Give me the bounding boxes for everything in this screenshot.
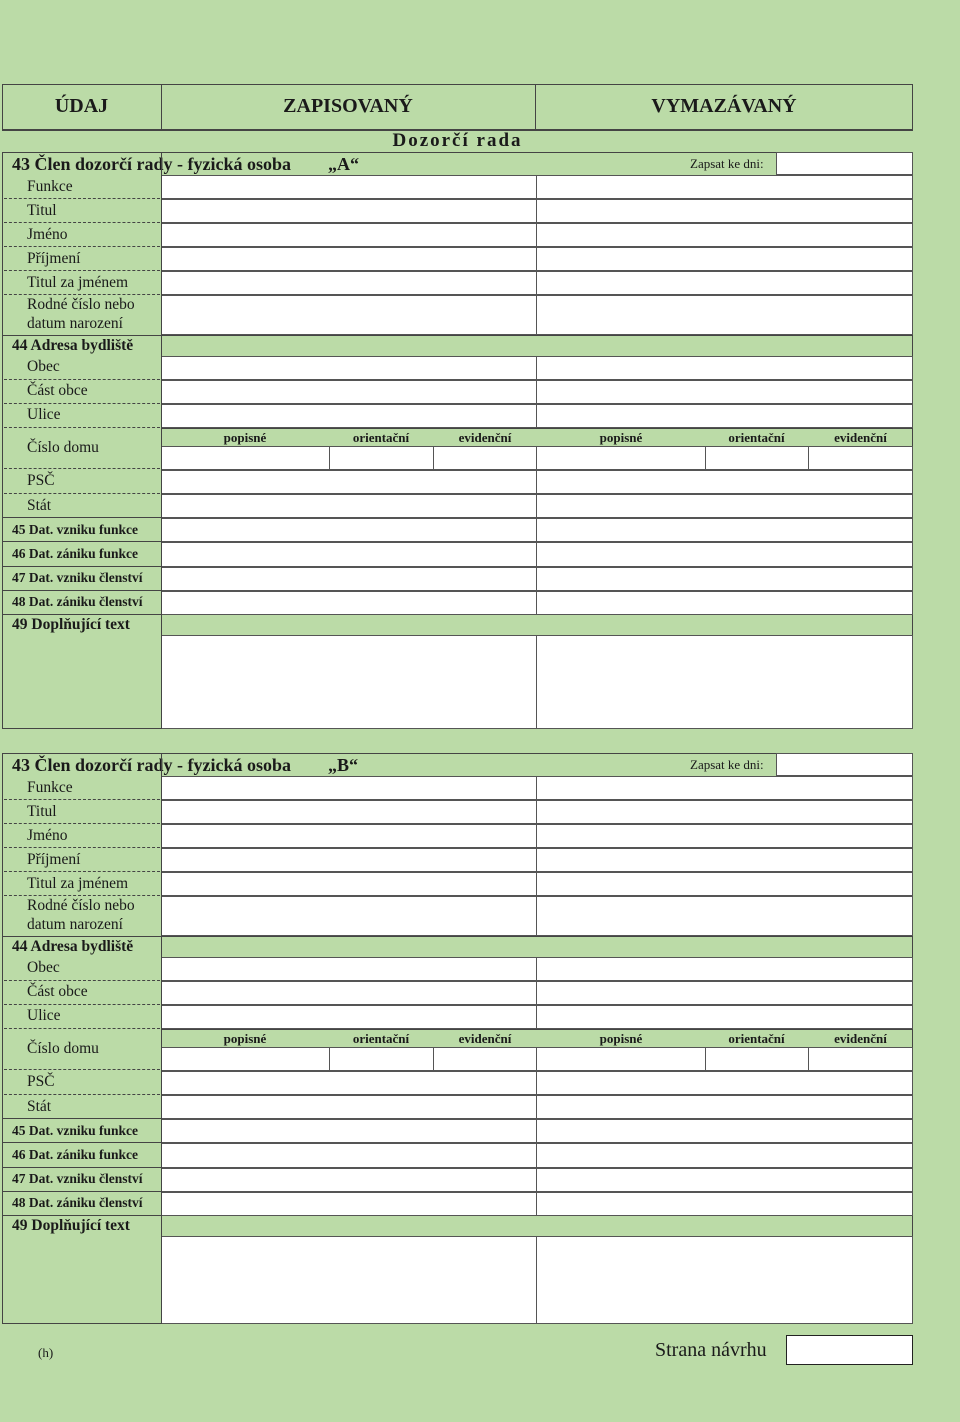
prijmeni-zapis-input[interactable] [161,247,537,271]
psc-vymaz-input[interactable] [536,1071,913,1095]
label-dat-zaniku-funkce: 46 Dat. zániku funkce [12,1147,139,1162]
evidencni-zapis-input[interactable] [433,1047,537,1071]
member-letter: „A“ [328,154,359,174]
label-prijmeni: Příjmení [27,250,81,267]
label-dat-vzniku-funkce: 45 Dat. vzniku funkce [12,522,139,537]
label-dat-zaniku-clenstvi: 48 Dat. zániku členství [12,1195,143,1210]
label-dat-zaniku-funkce: 46 Dat. zániku funkce [12,546,139,561]
funkce-zapis-input[interactable] [161,175,537,199]
zapsat-ke-dni-label: Zapsat ke dni: [690,156,764,171]
jmeno-zapis-input[interactable] [161,223,537,247]
label-cislo-domu: Číslo domu [27,439,99,456]
header-col-udaj: ÚDAJ [54,95,109,117]
popisne-vymaz-input[interactable] [536,1047,706,1071]
label-titul-za-jmenem: Titul za jménem [27,274,129,291]
dat-zaniku-funkce-vymaz-input[interactable] [536,542,913,567]
member-title: 43 Člen dozorčí rady - fyzická osoba [12,755,291,775]
member-title: 43 Člen dozorčí rady - fyzická osoba [12,154,291,174]
cast-obce-vymaz-input[interactable] [536,380,913,404]
dat-zaniku-funkce-vymaz-input[interactable] [536,1143,913,1168]
label-dat-vzniku-clenstvi: 47 Dat. vzniku členství [12,1171,143,1186]
col-evidencni: evidenční [458,1031,512,1046]
titul-vymaz-input[interactable] [536,199,913,223]
zapsat-ke-dni-input[interactable] [776,753,913,776]
header-col-zapisovany: ZAPISOVANÝ [283,95,413,117]
rodne-cislo-zapis-input[interactable] [161,896,537,936]
label-doplnujici-text: 49 Doplňující text [12,616,130,633]
col-popisne: popisné [599,430,643,445]
label-rodne-cislo: Rodné číslo nebo [27,296,135,313]
doplnujici-text-zapis-input[interactable] [161,1236,537,1324]
cast-obce-zapis-input[interactable] [161,380,537,404]
label-prijmeni: Příjmení [27,851,81,868]
label-adresa-bydliste: 44 Adresa bydliště [12,337,134,354]
rodne-cislo-vymaz-input[interactable] [536,896,913,936]
jmeno-vymaz-input[interactable] [536,824,913,848]
popisne-vymaz-input[interactable] [536,446,706,470]
form-code: (h) [38,1345,54,1360]
label-jmeno: Jméno [27,827,68,844]
titul-za-zapis-input[interactable] [161,271,537,295]
zapsat-ke-dni-input[interactable] [776,152,913,175]
col-evidencni: evidenční [834,430,887,445]
col-orientacni: orientační [352,1031,410,1046]
dat-zaniku-clenstvi-zapis-input[interactable] [161,591,537,615]
obec-zapis-input[interactable] [161,957,537,981]
ulice-zapis-input[interactable] [161,1005,537,1029]
col-orientacni: orientační [728,1031,785,1046]
label-doplnujici-text: 49 Doplňující text [12,1217,130,1234]
dat-vzniku-clenstvi-vymaz-input[interactable] [536,567,913,591]
jmeno-vymaz-input[interactable] [536,223,913,247]
zapsat-ke-dni-label: Zapsat ke dni: [690,757,764,772]
strana-navrhu-label: Strana návrhu [655,1339,767,1361]
prijmeni-zapis-input[interactable] [161,848,537,872]
popisne-zapis-input[interactable] [161,446,330,470]
label-stat: Stát [27,1098,52,1115]
col-popisne: popisné [223,430,267,445]
evidencni-vymaz-input[interactable] [808,1047,913,1071]
label-jmeno: Jméno [27,226,68,243]
label-ulice: Ulice [27,1007,61,1024]
obec-vymaz-input[interactable] [536,957,913,981]
label-funkce: Funkce [27,178,73,195]
dat-vzniku-clenstvi-zapis-input[interactable] [161,1168,537,1192]
rodne-cislo-vymaz-input[interactable] [536,295,913,335]
label-obec: Obec [27,358,60,375]
member-letter: „B“ [328,755,359,775]
doplnujici-text-vymaz-input[interactable] [536,1236,913,1324]
dat-vzniku-funkce-vymaz-input[interactable] [536,1119,913,1143]
ulice-vymaz-input[interactable] [536,404,913,428]
cast-obce-zapis-input[interactable] [161,981,537,1005]
titul-za-vymaz-input[interactable] [536,872,913,896]
label-cislo-domu: Číslo domu [27,1040,99,1057]
orientacni-zapis-input[interactable] [329,446,434,470]
label-stat: Stát [27,497,52,514]
label-obec: Obec [27,959,60,976]
ulice-vymaz-input[interactable] [536,1005,913,1029]
titul-zapis-input[interactable] [161,800,537,824]
col-orientacni: orientační [728,430,785,445]
jmeno-zapis-input[interactable] [161,824,537,848]
col-popisne: popisné [223,1031,267,1046]
strana-navrhu-input[interactable] [786,1335,913,1365]
dat-zaniku-clenstvi-vymaz-input[interactable] [536,1192,913,1216]
obec-zapis-input[interactable] [161,356,537,380]
stat-zapis-input[interactable] [161,1095,537,1119]
col-evidencni: evidenční [834,1031,887,1046]
dat-vzniku-funkce-vymaz-input[interactable] [536,518,913,542]
label-datum-narozeni: datum narození [27,315,123,332]
header-col-vymazavany: VYMAZÁVANÝ [651,95,797,117]
ulice-zapis-input[interactable] [161,404,537,428]
label-ulice: Ulice [27,406,61,423]
col-evidencni: evidenční [458,430,512,445]
dat-vzniku-funkce-zapis-input[interactable] [161,518,537,542]
dat-vzniku-funkce-zapis-input[interactable] [161,1119,537,1143]
dat-vzniku-clenstvi-vymaz-input[interactable] [536,1168,913,1192]
dat-vzniku-clenstvi-zapis-input[interactable] [161,567,537,591]
label-dat-vzniku-funkce: 45 Dat. vzniku funkce [12,1123,139,1138]
label-dat-zaniku-clenstvi: 48 Dat. zániku členství [12,594,143,609]
label-psc: PSČ [27,472,55,489]
dat-zaniku-funkce-zapis-input[interactable] [161,1143,537,1168]
funkce-vymaz-input[interactable] [536,175,913,199]
titul-vymaz-input[interactable] [536,800,913,824]
label-funkce: Funkce [27,779,73,796]
titul-zapis-input[interactable] [161,199,537,223]
orientacni-vymaz-input[interactable] [705,446,809,470]
label-titul-za-jmenem: Titul za jménem [27,875,129,892]
doplnujici-text-zapis-input[interactable] [161,635,537,729]
stat-zapis-input[interactable] [161,494,537,518]
funkce-vymaz-input[interactable] [536,776,913,800]
label-rodne-cislo: Rodné číslo nebo [27,897,135,914]
prijmeni-vymaz-input[interactable] [536,848,913,872]
label-datum-narozeni: datum narození [27,916,123,933]
prijmeni-vymaz-input[interactable] [536,247,913,271]
dat-zaniku-funkce-zapis-input[interactable] [161,542,537,567]
psc-zapis-input[interactable] [161,1071,537,1095]
cast-obce-vymaz-input[interactable] [536,981,913,1005]
funkce-zapis-input[interactable] [161,776,537,800]
evidencni-vymaz-input[interactable] [808,446,913,470]
doplnujici-text-vymaz-input[interactable] [536,635,913,729]
orientacni-vymaz-input[interactable] [705,1047,809,1071]
orientacni-zapis-input[interactable] [329,1047,434,1071]
obec-vymaz-input[interactable] [536,356,913,380]
titul-za-zapis-input[interactable] [161,872,537,896]
label-titul: Titul [27,202,57,219]
col-orientacni: orientační [352,430,410,445]
label-psc: PSČ [27,1073,55,1090]
psc-vymaz-input[interactable] [536,470,913,494]
label-titul: Titul [27,803,57,820]
label-cast-obce: Část obce [27,983,88,1000]
stat-vymaz-input[interactable] [536,494,913,518]
col-popisne: popisné [599,1031,643,1046]
stat-vymaz-input[interactable] [536,1095,913,1119]
rodne-cislo-zapis-input[interactable] [161,295,537,335]
evidencni-zapis-input[interactable] [433,446,537,470]
psc-zapis-input[interactable] [161,470,537,494]
label-cast-obce: Část obce [27,382,88,399]
dat-zaniku-clenstvi-vymaz-input[interactable] [536,591,913,615]
label-dat-vzniku-clenstvi: 47 Dat. vzniku členství [12,570,143,585]
titul-za-vymaz-input[interactable] [536,271,913,295]
label-adresa-bydliste: 44 Adresa bydliště [12,938,134,955]
dat-zaniku-clenstvi-zapis-input[interactable] [161,1192,537,1216]
section-title: Dozorčí rada [392,130,523,151]
popisne-zapis-input[interactable] [161,1047,330,1071]
